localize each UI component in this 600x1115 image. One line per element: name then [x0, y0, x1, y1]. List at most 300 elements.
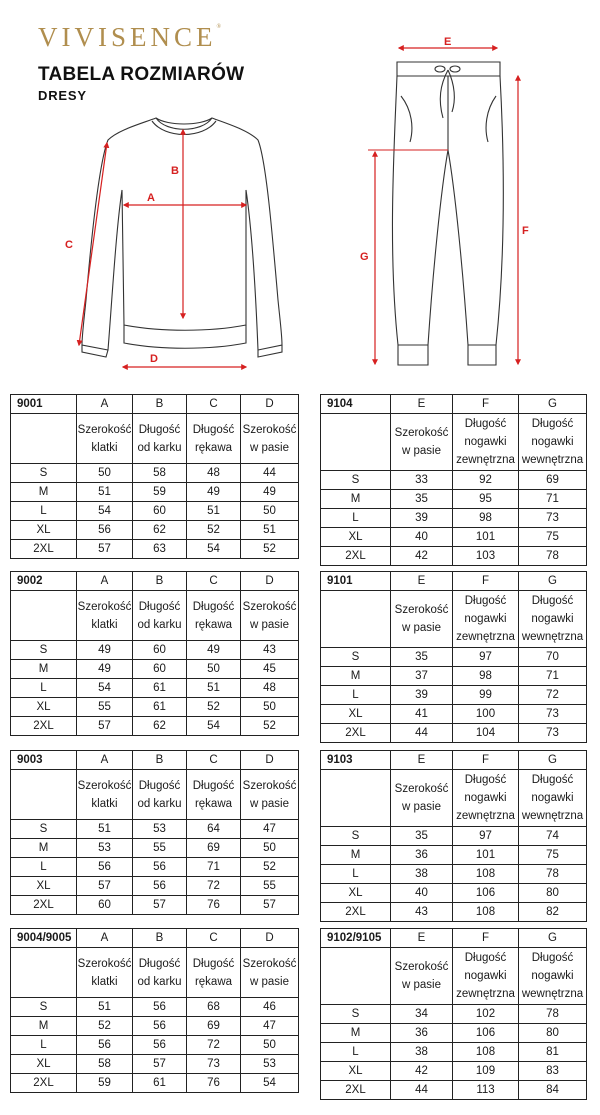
measurement-value: 49 — [187, 483, 241, 502]
label-e: E — [444, 36, 452, 48]
column-letter: G — [519, 929, 587, 948]
measurement-value: 98 — [453, 667, 519, 686]
measurement-value: 60 — [133, 641, 187, 660]
measurement-value: 102 — [453, 1005, 519, 1024]
table-row — [321, 724, 587, 743]
measurement-value: 69 — [519, 471, 587, 490]
measurement-value: 54 — [77, 679, 133, 698]
table-row — [11, 877, 299, 896]
measurement-value: 113 — [453, 1081, 519, 1100]
model-number: 9101 — [321, 572, 391, 591]
table-header-descriptions — [11, 948, 299, 998]
table-header-letters — [321, 751, 587, 770]
measurement-value: 81 — [519, 1043, 587, 1062]
table-row — [321, 471, 587, 490]
table-row — [11, 858, 299, 877]
table-row — [11, 1074, 299, 1093]
measurement-value: 52 — [241, 717, 299, 736]
measurement-value: 36 — [391, 1024, 453, 1043]
bottom-size-table — [320, 928, 587, 1100]
measurement-value: 54 — [187, 717, 241, 736]
table-header-letters — [11, 572, 299, 591]
measurement-value: 63 — [133, 540, 187, 559]
measurement-value: 43 — [391, 903, 453, 922]
size-label: 2XL — [11, 540, 77, 559]
measurement-value: 61 — [133, 679, 187, 698]
size-label: L — [321, 1043, 391, 1062]
column-letter: B — [133, 572, 187, 591]
column-letter: E — [391, 751, 453, 770]
measurement-value: 73 — [519, 724, 587, 743]
size-label: L — [11, 502, 77, 521]
size-label: XL — [11, 521, 77, 540]
measurement-value: 57 — [133, 896, 187, 915]
measurement-value: 56 — [77, 1036, 133, 1055]
label-d: D — [150, 353, 158, 365]
measurement-value: 52 — [241, 540, 299, 559]
top-size-table — [10, 571, 299, 736]
top-size-table — [10, 394, 299, 559]
column-description: Długość nogawki zewnętrzna — [453, 414, 519, 471]
table-row — [321, 686, 587, 705]
measurement-value: 69 — [187, 839, 241, 858]
size-label: XL — [11, 698, 77, 717]
measurement-value: 38 — [391, 1043, 453, 1062]
header-spacer — [11, 591, 77, 641]
column-letter: B — [133, 929, 187, 948]
measurement-value: 83 — [519, 1062, 587, 1081]
pants-outline — [392, 62, 503, 365]
measurement-value: 50 — [241, 698, 299, 717]
table-row — [321, 528, 587, 547]
column-description: Szerokość w pasie — [391, 414, 453, 471]
page-subtitle: DRESY — [38, 88, 87, 103]
measurement-value: 74 — [519, 827, 587, 846]
column-description: Długość rękawa — [187, 591, 241, 641]
label-c: C — [65, 239, 73, 251]
size-label: S — [11, 464, 77, 483]
column-description: Szerokość w pasie — [241, 591, 299, 641]
table-row — [11, 464, 299, 483]
measurement-value: 75 — [519, 846, 587, 865]
column-description: Szerokość w pasie — [241, 770, 299, 820]
measurement-value: 82 — [519, 903, 587, 922]
measurement-value: 44 — [241, 464, 299, 483]
table-row — [11, 660, 299, 679]
measurement-value: 48 — [241, 679, 299, 698]
measurement-value: 60 — [133, 660, 187, 679]
table-row — [11, 483, 299, 502]
table-row — [321, 490, 587, 509]
size-label: S — [11, 820, 77, 839]
column-description: Długość nogawki wewnętrzna — [519, 414, 587, 471]
table-header-descriptions — [321, 770, 587, 827]
column-letter: G — [519, 395, 587, 414]
column-letter: B — [133, 395, 187, 414]
model-number: 9003 — [11, 751, 77, 770]
measurement-value: 106 — [453, 1024, 519, 1043]
size-label: M — [321, 1024, 391, 1043]
size-label: XL — [11, 1055, 77, 1074]
measurement-value: 58 — [133, 464, 187, 483]
measurement-value: 50 — [77, 464, 133, 483]
header-spacer — [11, 414, 77, 464]
measurement-value: 35 — [391, 648, 453, 667]
measurement-value: 48 — [187, 464, 241, 483]
measurement-value: 54 — [187, 540, 241, 559]
table-header-descriptions — [321, 591, 587, 648]
column-letter: D — [241, 395, 299, 414]
measurement-value: 84 — [519, 1081, 587, 1100]
measurement-value: 97 — [453, 648, 519, 667]
measurement-value: 106 — [453, 884, 519, 903]
column-description: Długość nogawki zewnętrzna — [453, 948, 519, 1005]
column-description: Szerokość w pasie — [241, 414, 299, 464]
column-letter: G — [519, 751, 587, 770]
measurement-value: 34 — [391, 1005, 453, 1024]
measurement-value: 38 — [391, 865, 453, 884]
measurement-value: 60 — [133, 502, 187, 521]
header-spacer — [321, 948, 391, 1005]
table-row — [321, 903, 587, 922]
measurement-value: 71 — [187, 858, 241, 877]
measurement-value: 56 — [133, 1036, 187, 1055]
table-row — [11, 1036, 299, 1055]
bottom-size-table — [320, 750, 587, 922]
column-description: Długość rękawa — [187, 770, 241, 820]
table-row — [11, 839, 299, 858]
measurement-value: 60 — [77, 896, 133, 915]
size-label: XL — [321, 705, 391, 724]
column-letter: C — [187, 929, 241, 948]
measurement-value: 55 — [241, 877, 299, 896]
table-row — [11, 896, 299, 915]
measurement-value: 57 — [77, 540, 133, 559]
table-row — [11, 698, 299, 717]
table-row — [321, 884, 587, 903]
column-description: Szerokość klatki — [77, 948, 133, 998]
measurement-value: 39 — [391, 509, 453, 528]
measurement-value: 101 — [453, 528, 519, 547]
size-label: S — [11, 641, 77, 660]
column-description: Długość od karku — [133, 948, 187, 998]
measurement-value: 44 — [391, 724, 453, 743]
measurement-value: 53 — [133, 820, 187, 839]
measurement-value: 108 — [453, 865, 519, 884]
column-letter: F — [453, 572, 519, 591]
measurement-value: 45 — [241, 660, 299, 679]
column-description: Długość rękawa — [187, 948, 241, 998]
measurement-value: 68 — [187, 998, 241, 1017]
table-header-descriptions — [321, 948, 587, 1005]
measurement-value: 73 — [187, 1055, 241, 1074]
measurement-value: 95 — [453, 490, 519, 509]
table-row — [321, 705, 587, 724]
measurement-value: 78 — [519, 1005, 587, 1024]
measurement-value: 50 — [241, 839, 299, 858]
table-row — [11, 502, 299, 521]
measurement-value: 56 — [77, 858, 133, 877]
table-header-letters — [321, 929, 587, 948]
size-label: 2XL — [11, 1074, 77, 1093]
bottom-size-table — [320, 394, 587, 566]
measurement-value: 49 — [77, 641, 133, 660]
size-label: L — [321, 865, 391, 884]
measurement-value: 54 — [77, 502, 133, 521]
table-row — [11, 1055, 299, 1074]
size-label: M — [321, 846, 391, 865]
measurement-value: 78 — [519, 547, 587, 566]
size-label: XL — [11, 877, 77, 896]
measurement-value: 51 — [77, 820, 133, 839]
measurement-value: 72 — [187, 877, 241, 896]
size-label: S — [321, 827, 391, 846]
size-label: L — [321, 509, 391, 528]
column-letter: A — [77, 751, 133, 770]
measurement-value: 41 — [391, 705, 453, 724]
model-number: 9103 — [321, 751, 391, 770]
measurement-value: 57 — [77, 717, 133, 736]
model-number: 9002 — [11, 572, 77, 591]
size-label: XL — [321, 1062, 391, 1081]
table-row — [321, 827, 587, 846]
top-size-table — [10, 750, 299, 915]
table-header-letters — [321, 395, 587, 414]
measurement-value: 62 — [133, 717, 187, 736]
header-spacer — [11, 770, 77, 820]
measurement-value: 51 — [187, 679, 241, 698]
size-label: M — [11, 1017, 77, 1036]
table-row — [11, 679, 299, 698]
column-letter: C — [187, 572, 241, 591]
table-row — [11, 521, 299, 540]
column-description: Długość nogawki zewnętrzna — [453, 591, 519, 648]
column-description: Szerokość w pasie — [391, 948, 453, 1005]
measurement-value: 59 — [77, 1074, 133, 1093]
header-spacer — [11, 948, 77, 998]
measurement-value: 73 — [519, 705, 587, 724]
table-row — [321, 1081, 587, 1100]
measurement-value: 37 — [391, 667, 453, 686]
column-letter: C — [187, 395, 241, 414]
measurement-value: 52 — [241, 858, 299, 877]
measurement-value: 56 — [133, 998, 187, 1017]
column-description: Szerokość klatki — [77, 414, 133, 464]
column-description: Długość od karku — [133, 414, 187, 464]
measurement-value: 36 — [391, 846, 453, 865]
label-f: F — [522, 225, 529, 237]
measurement-value: 55 — [77, 698, 133, 717]
table-header-descriptions — [11, 414, 299, 464]
measurement-value: 100 — [453, 705, 519, 724]
measurement-value: 78 — [519, 865, 587, 884]
measurement-value: 97 — [453, 827, 519, 846]
table-row — [321, 1062, 587, 1081]
measurement-value: 64 — [187, 820, 241, 839]
pants-diagram — [0, 0, 600, 380]
size-label: S — [321, 471, 391, 490]
measurement-value: 69 — [187, 1017, 241, 1036]
table-row — [11, 641, 299, 660]
measurement-value: 109 — [453, 1062, 519, 1081]
size-label: L — [11, 679, 77, 698]
column-description: Szerokość klatki — [77, 591, 133, 641]
column-description: Długość nogawki zewnętrzna — [453, 770, 519, 827]
table-header-letters — [11, 395, 299, 414]
measurement-value: 35 — [391, 490, 453, 509]
measurement-value: 49 — [187, 641, 241, 660]
measurement-value: 56 — [77, 521, 133, 540]
measurement-value: 101 — [453, 846, 519, 865]
table-row — [11, 540, 299, 559]
measurement-value: 76 — [187, 1074, 241, 1093]
measurement-value: 56 — [133, 877, 187, 896]
size-label: M — [11, 660, 77, 679]
measurement-value: 51 — [77, 998, 133, 1017]
size-label: S — [321, 648, 391, 667]
size-label: S — [321, 1005, 391, 1024]
measurement-value: 76 — [187, 896, 241, 915]
size-label: M — [321, 490, 391, 509]
column-description: Długość od karku — [133, 770, 187, 820]
measurement-value: 70 — [519, 648, 587, 667]
table-row — [321, 865, 587, 884]
table-row — [11, 1017, 299, 1036]
table-row — [321, 648, 587, 667]
measurement-value: 42 — [391, 547, 453, 566]
size-label: 2XL — [321, 547, 391, 566]
size-label: 2XL — [321, 903, 391, 922]
measurement-value: 44 — [391, 1081, 453, 1100]
measurement-value: 50 — [241, 502, 299, 521]
measurement-value: 55 — [133, 839, 187, 858]
trademark-mark: ® — [216, 24, 222, 30]
column-letter: C — [187, 751, 241, 770]
measurement-value: 72 — [187, 1036, 241, 1055]
measurement-value: 73 — [519, 509, 587, 528]
measurement-value: 92 — [453, 471, 519, 490]
measurement-value: 59 — [133, 483, 187, 502]
measurement-value: 53 — [241, 1055, 299, 1074]
measurement-value: 47 — [241, 1017, 299, 1036]
measurement-value: 53 — [77, 839, 133, 858]
column-description: Długość rękawa — [187, 414, 241, 464]
table-row — [321, 509, 587, 528]
size-label: L — [321, 686, 391, 705]
measurement-value: 71 — [519, 667, 587, 686]
model-number: 9001 — [11, 395, 77, 414]
size-label: L — [11, 1036, 77, 1055]
size-label: 2XL — [321, 1081, 391, 1100]
size-label: 2XL — [321, 724, 391, 743]
size-label: M — [321, 667, 391, 686]
size-label: M — [11, 483, 77, 502]
table-header-letters — [11, 929, 299, 948]
measurement-value: 75 — [519, 528, 587, 547]
measurement-value: 40 — [391, 528, 453, 547]
model-number: 9102/9105 — [321, 929, 391, 948]
table-row — [321, 667, 587, 686]
header-spacer — [321, 770, 391, 827]
column-description: Szerokość w pasie — [391, 591, 453, 648]
column-letter: B — [133, 751, 187, 770]
measurement-value: 51 — [77, 483, 133, 502]
measurement-value: 43 — [241, 641, 299, 660]
brand-name: VIVISENCE — [38, 22, 217, 52]
measurement-value: 46 — [241, 998, 299, 1017]
column-description: Długość nogawki wewnętrzna — [519, 948, 587, 1005]
measurement-value: 51 — [241, 521, 299, 540]
size-label: S — [11, 998, 77, 1017]
measurement-value: 50 — [187, 660, 241, 679]
measurement-value: 80 — [519, 884, 587, 903]
table-header-descriptions — [11, 591, 299, 641]
table-row — [321, 1024, 587, 1043]
measurement-value: 58 — [77, 1055, 133, 1074]
table-row — [321, 846, 587, 865]
column-description: Szerokość klatki — [77, 770, 133, 820]
label-b: B — [171, 165, 179, 177]
column-letter: E — [391, 929, 453, 948]
measurement-value: 62 — [133, 521, 187, 540]
table-header-letters — [11, 751, 299, 770]
label-g: G — [360, 251, 369, 263]
measurement-value: 56 — [133, 858, 187, 877]
size-label: 2XL — [11, 717, 77, 736]
table-header-descriptions — [11, 770, 299, 820]
table-row — [321, 1005, 587, 1024]
table-row — [321, 1043, 587, 1062]
table-row — [11, 717, 299, 736]
table-row — [11, 998, 299, 1017]
measurement-value: 57 — [241, 896, 299, 915]
column-letter: F — [453, 395, 519, 414]
table-row — [11, 820, 299, 839]
column-letter: F — [453, 751, 519, 770]
column-letter: A — [77, 929, 133, 948]
size-label: 2XL — [11, 896, 77, 915]
table-row — [321, 547, 587, 566]
measurement-value: 72 — [519, 686, 587, 705]
column-description: Długość od karku — [133, 591, 187, 641]
size-label: XL — [321, 884, 391, 903]
model-number: 9004/9005 — [11, 929, 77, 948]
model-number: 9104 — [321, 395, 391, 414]
measurement-value: 103 — [453, 547, 519, 566]
column-letter: G — [519, 572, 587, 591]
measurement-value: 54 — [241, 1074, 299, 1093]
column-letter: D — [241, 929, 299, 948]
column-letter: A — [77, 572, 133, 591]
column-description: Długość nogawki wewnętrzna — [519, 770, 587, 827]
measurement-value: 108 — [453, 903, 519, 922]
column-letter: F — [453, 929, 519, 948]
measurement-value: 40 — [391, 884, 453, 903]
measurement-value: 35 — [391, 827, 453, 846]
measurement-value: 39 — [391, 686, 453, 705]
table-header-descriptions — [321, 414, 587, 471]
measurement-value: 52 — [187, 698, 241, 717]
column-letter: E — [391, 572, 453, 591]
measurement-value: 42 — [391, 1062, 453, 1081]
measurement-value: 98 — [453, 509, 519, 528]
measurement-value: 49 — [241, 483, 299, 502]
measurement-value: 49 — [77, 660, 133, 679]
column-letter: E — [391, 395, 453, 414]
label-a: A — [147, 192, 155, 204]
measurement-value: 52 — [77, 1017, 133, 1036]
column-letter: D — [241, 751, 299, 770]
